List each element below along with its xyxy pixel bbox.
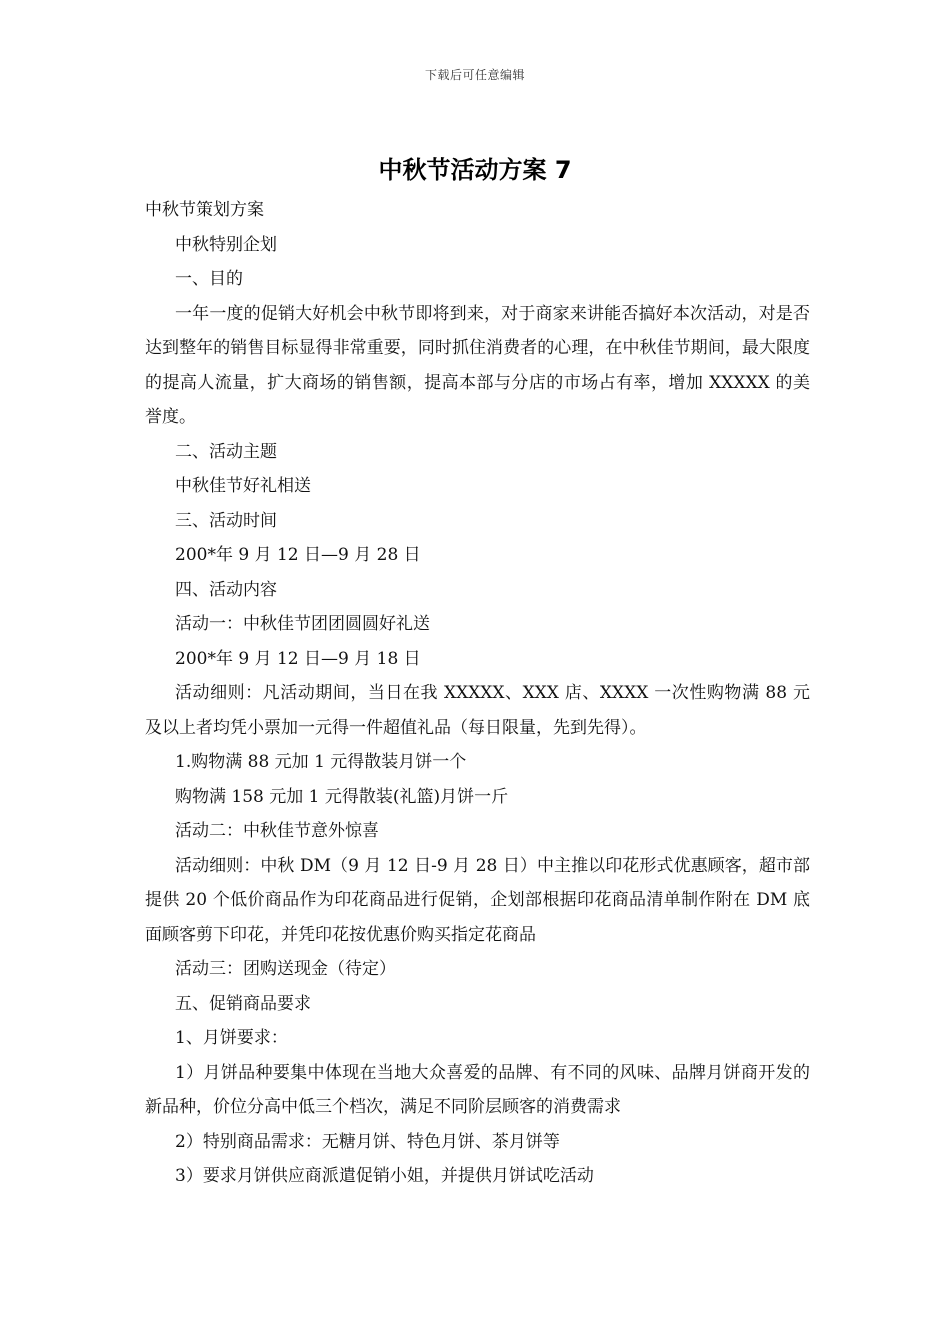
- paragraph: 中秋特别企划: [175, 234, 277, 255]
- paragraph: 3）要求月饼供应商派遣促销小姐，并提供月饼试吃活动: [175, 1166, 594, 1186]
- paragraph: 活动细则：中秋 DM（9 月 12 日-9 月 28 日）中主推以印花形式优惠顾客，超市部提供 20 个低价商品作为印花商品进行促销，企划部根据印花商品清单制作附在 DM 底面顾客剪下印花，并凭印花按优惠价购买指定花商品: [145, 855, 810, 945]
- paragraph: 活动二：中秋佳节意外惊喜: [175, 821, 379, 841]
- paragraph: 二、活动主题: [175, 441, 277, 462]
- paragraph: 一年一度的促销大好机会中秋节即将到来，对于商家来讲能否搞好本次活动，对是否达到整年的销售目标显得非常重要，同时抓住消费者的心理，在中秋佳节期间，最大限度的提高人流量，扩大商场的销售额，提高本部与分店的市场占有率，增加 XXXXX 的美誉度。: [145, 303, 810, 427]
- paragraph: 一、目的: [175, 269, 243, 289]
- paragraph: 购物满 158 元加 1 元得散装(礼篮)月饼一斤: [175, 786, 509, 807]
- paragraph: 活动细则：凡活动期间，当日在我 XXXXX、XXX 店、XXXX 一次性购物满 88 元及以上者均凭小票加一元得一件超值礼品（每日限量，先到先得）。: [145, 683, 810, 738]
- paragraph: 中秋佳节好礼相送: [175, 476, 311, 496]
- paragraph: 三、活动时间: [175, 510, 277, 531]
- document-body: [145, 193, 810, 1194]
- paragraph: 2）特别商品需求：无糖月饼、特色月饼、茶月饼等: [175, 1131, 560, 1152]
- paragraph: 活动一：中秋佳节团团圆圆好礼送: [175, 614, 430, 634]
- paragraph: 四、活动内容: [175, 579, 277, 600]
- paragraph: 200*年 9 月 12 日—9 月 28 日: [175, 545, 421, 565]
- paragraph: 活动三：团购送现金（待定）: [175, 959, 396, 979]
- paragraph: 1、月饼要求：: [175, 1028, 288, 1048]
- paragraph: 中秋节策划方案: [145, 200, 264, 220]
- paragraph: 1.购物满 88 元加 1 元得散装月饼一个: [175, 752, 467, 772]
- document-title: 中秋节活动方案 7: [378, 156, 572, 184]
- paragraph: 200*年 9 月 12 日—9 月 18 日: [175, 648, 421, 669]
- header-note: 下载后可任意编辑: [424, 68, 525, 82]
- paragraph: 五、促销商品要求: [175, 993, 311, 1014]
- paragraph: 1）月饼品种要集中体现在当地大众喜爱的品牌、有不同的风味、品牌月饼商开发的新品种，价位分高中低三个档次，满足不同阶层顾客的消费需求: [145, 1062, 810, 1117]
